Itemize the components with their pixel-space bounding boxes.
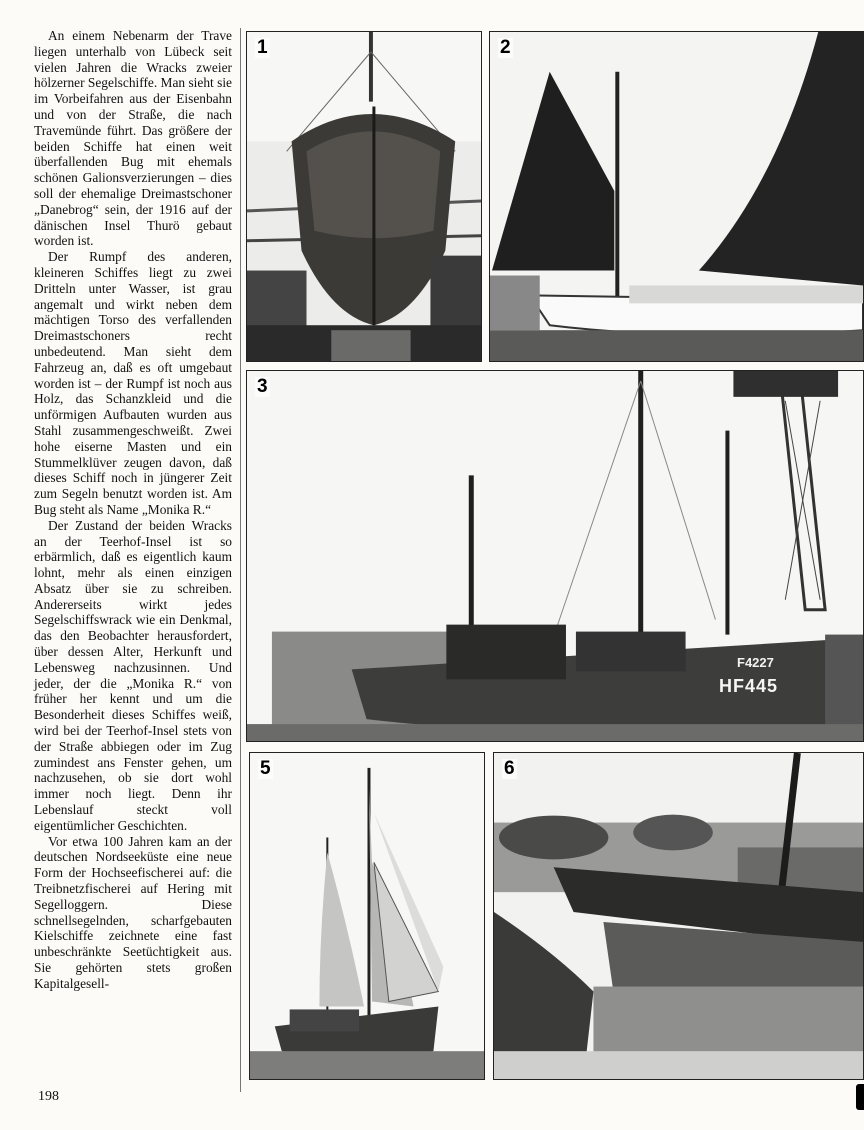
photo-1 xyxy=(246,31,482,362)
article-paragraph: Der Zustand der beiden Wracks an der Teerhof-Insel ist so erbärmlich, daß es eigentlich kaum lohnt, mehr als einen einzigen Absatz über sie zu schreiben. Andererseits wirkt jedes Segelschiffswrack wie ein Denkmal, das den Beobachter herausfordert, über dessen Alter, Herkunft und Lebensweg nachzusinnen. Und jeder, der die „Monika R.“ von früher her kennt und um die Besonderheit dieses Schiffes weiß, wird bei der Teerhof-Insel stets von der Straße abbiegen oder im Zug zumindest ans Fenster gehen, um nachzusehen, ob sie dort wohl immer noch liegt. Denn ihr Lebenslauf steckt voll eigentümlicher Geschichten. xyxy=(34,517,232,833)
registration-large: HF445 xyxy=(719,676,779,696)
photo-number: 2 xyxy=(500,37,511,58)
photo-2-image xyxy=(490,32,863,361)
page-number: 198 xyxy=(38,1089,59,1104)
photo-6-image xyxy=(494,753,863,1079)
registration-small: F4227 xyxy=(737,655,774,670)
photo-number: 6 xyxy=(504,758,515,779)
photo-number: 3 xyxy=(257,376,268,397)
photo-5 xyxy=(249,752,485,1080)
column-divider xyxy=(240,28,241,1092)
article-paragraph: Der Rumpf des anderen, kleineren Schiffes liegt zu zwei Dritteln unter Wasser, ist grau angemalt und wirkt neben dem mächtigen Torso des verfallenden Dreimastschoners recht unbedeutend. Man sieht dem Fahrzeug an, daß es oft umgebaut worden ist – der Rumpf ist noch aus Holz, das Schanzkleid und die unförmigen Aufbauten wurden aus Stahl zusammengeschweißt. Zwei hohe eiserne Masten und ein Stummelklüver zeugen davon, daß dieses Schiff noch in jüngerer Zeit zum Segeln benutzt worden ist. Am Bug steht als Name „Monika R.“ xyxy=(34,249,232,517)
photo-1-image xyxy=(247,32,481,361)
article-paragraph: An einem Nebenarm der Trave liegen unterhalb von Lübeck seit vielen Jahren die Wracks zweier hölzerner Segelschiffe. Man sieht sie im Vorbeifahren aus der Eisenbahn und von der Straße, die nach Travemünde führt. Das größere der beiden Schiffe hat einen weit überfallenden Bug mit ehemals schönen Galionsverzierungen – dies soll der ehemalige Dreimastschoner „Danebrog“ sein, der 1916 auf der dänischen Insel Thurö gebaut worden ist. xyxy=(34,28,232,249)
photo-number: 1 xyxy=(257,37,268,58)
photo-6 xyxy=(493,752,864,1080)
photo-5-image xyxy=(250,753,484,1079)
article-column xyxy=(34,28,232,992)
photo-3 xyxy=(246,370,864,742)
photo-number: 5 xyxy=(260,758,271,779)
photo-2 xyxy=(489,31,864,362)
page-edge-mark xyxy=(856,1084,864,1110)
article-paragraph: Vor etwa 100 Jahren kam an der deutschen Nordseeküste eine neue Form der Hochseefischerei auf: die Treibnetzfischerei auf Hering mit Segelloggern. Diese schnellsegelnden, scharfgebauten Kielschiffe zeichnete eine fast unbeschränkte Seetüchtigkeit aus. Sie gehörten stets großen Kapitalgesell- xyxy=(34,833,232,991)
